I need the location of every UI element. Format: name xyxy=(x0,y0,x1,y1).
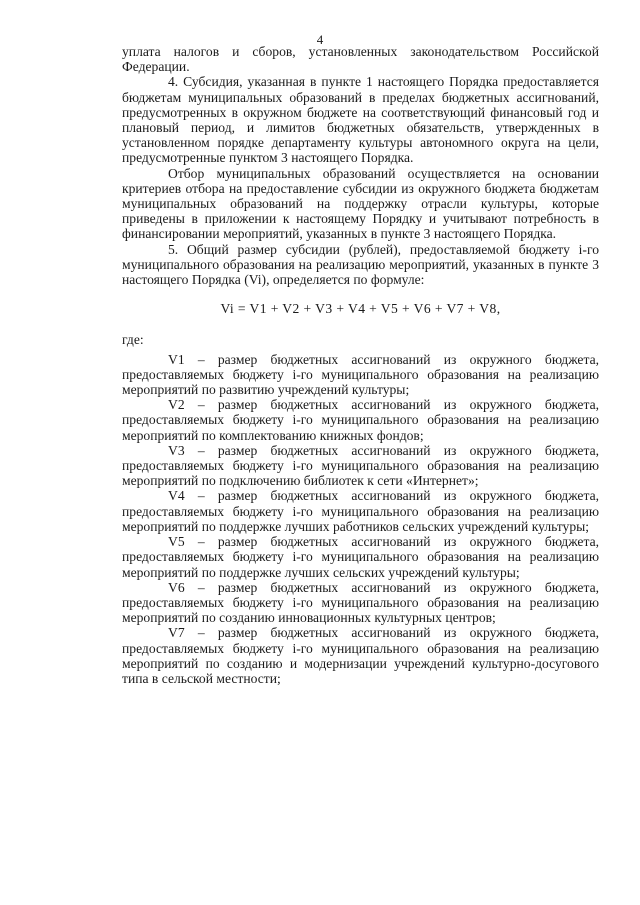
definition-v1: V1 – размер бюджетных ассигнований из окружного бюджета, предоставляемых бюджету i-го муниципального образования на реализацию мероприятий по развитию учреждений культуры; xyxy=(122,351,599,398)
definition-v3: V3 – размер бюджетных ассигнований из окружного бюджета, предоставляемых бюджету i-го муниципального образования на реализацию мероприятий по подключению библиотек к сети «Интернет»; xyxy=(122,442,599,489)
definition-v4: V4 – размер бюджетных ассигнований из окружного бюджета, предоставляемых бюджету i-го муниципального образования на реализацию мероприятий по поддержке лучших работников сельских учреждений культуры; xyxy=(122,488,599,534)
definition-v6: V6 – размер бюджетных ассигнований из окружного бюджета, предоставляемых бюджету i-го муниципального образования на реализацию мероприятий по созданию инновационных культурных центров; xyxy=(122,579,599,626)
paragraph-continuation: уплата налогов и сборов, установленных законодательством Российской Федерации. xyxy=(122,44,599,75)
paragraph-item-5: 5. Общий размер субсидии (рублей), предоставляемой бюджету i-го муниципального образования на реализацию мероприятий, указанных в пункте 3 настоящего Порядка (Vi), определяется по формуле: xyxy=(122,241,599,288)
definition-v2: V2 – размер бюджетных ассигнований из окружного бюджета, предоставляемых бюджету i-го муниципального образования на реализацию мероприятий по комплектованию книжных фондов; xyxy=(122,397,599,443)
paragraph-item-4: 4. Субсидия, указанная в пункте 1 настоящего Порядка предоставляется бюджетам муниципальных образований в пределах бюджетных ассигнований, предусмотренных в окружном бюджете на соответствующий финансовый год и плановый период, и лимитов бюджетных обязательств, утвержденных в установленном порядке департаменту культуры автономного округа на цели, предусмотренные пунктом 3 настоящего Порядка. xyxy=(122,74,599,166)
where-label: где: xyxy=(122,332,144,348)
formula: Vi = V1 + V2 + V3 + V4 + V5 + V6 + V7 + V8, xyxy=(220,301,501,317)
page-number: 4 xyxy=(316,32,324,47)
definition-v5: V5 – размер бюджетных ассигнований из окружного бюджета, предоставляемых бюджету i-го муниципального образования на реализацию мероприятий по поддержке лучших сельских учреждений культуры; xyxy=(122,534,599,580)
document-body xyxy=(122,44,599,686)
definition-v7: V7 – размер бюджетных ассигнований из окружного бюджета, предоставляемых бюджету i-го муниципального образования на реализацию мероприятий по созданию и модернизации учреждений культурно-досугового типа в сельской местности; xyxy=(122,625,599,686)
paragraph-selection: Отбор муниципальных образований осуществляется на основании критериев отбора на предоставление субсидии из окружного бюджета бюджетам муниципальных образований на поддержку отрасли культуры, которые приведены в приложении к настоящему Порядку и учитывают потребность в финансировании мероприятий, указанных в пункте 3 настоящего Порядка. xyxy=(122,165,599,242)
